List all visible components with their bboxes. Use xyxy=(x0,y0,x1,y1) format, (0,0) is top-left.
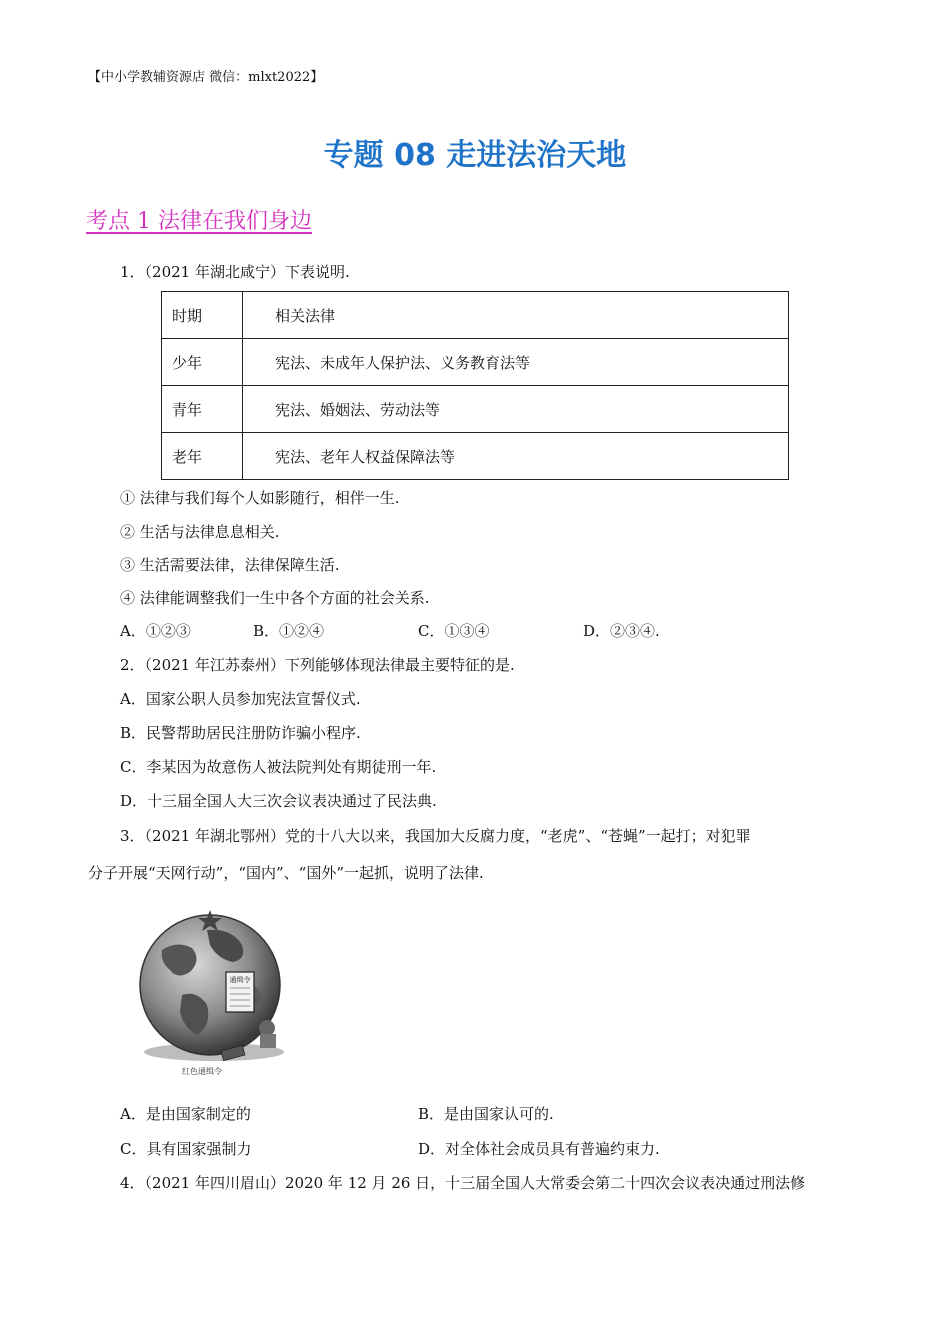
table-cell: 宪法、婚姻法、劳动法等 xyxy=(243,386,789,433)
q1-item: ① 法律与我们每个人如影随行，相伴一生. xyxy=(120,489,400,507)
wanted-sign-text: 通缉令 xyxy=(229,976,251,984)
globe-icon xyxy=(122,900,302,1080)
table-row xyxy=(162,339,789,386)
q1-option-d: D．②③④. xyxy=(583,622,660,640)
image-caption: 红色通缉令 xyxy=(182,1067,222,1076)
q1-item: ③ 生活需要法律，法律保障生活. xyxy=(120,556,340,574)
q2-stem: 2．（2021 年江苏泰州）下列能够体现法律最主要特征的是. xyxy=(120,656,515,674)
q3-option-d: D．对全体社会成员具有普遍约束力. xyxy=(418,1140,660,1158)
table-cell: 宪法、老年人权益保障法等 xyxy=(243,433,789,480)
q3-option-c: C．具有国家强制力 xyxy=(120,1140,252,1158)
table-header-cell: 相关法律 xyxy=(243,292,789,339)
globe-illustration xyxy=(122,900,302,1080)
q2-option-a: A．国家公职人员参加宪法宣誓仪式. xyxy=(120,690,361,708)
q4-stem-line1: 4．（2021 年四川眉山）2020 年 12 月 26 日，十三届全国人大常委会第二十四次会议表决通过刑法修 xyxy=(120,1174,806,1192)
q3-option-a: A．是由国家制定的 xyxy=(120,1105,251,1123)
table-cell: 老年 xyxy=(162,433,243,480)
q1-stem: 1．（2021 年湖北咸宁）下表说明. xyxy=(120,263,350,281)
table-cell: 少年 xyxy=(162,339,243,386)
table-cell: 青年 xyxy=(162,386,243,433)
q2-option-c: C．李某因为故意伤人被法院判处有期徒刑一年. xyxy=(120,758,437,776)
q1-option-b: B．①②④ xyxy=(253,622,325,640)
table-cell: 宪法、未成年人保护法、义务教育法等 xyxy=(243,339,789,386)
table-header-cell: 时期 xyxy=(162,292,243,339)
q1-option-a: A．①②③ xyxy=(120,622,191,640)
table-row xyxy=(162,292,789,339)
q3-stem-line2: 分子开展“天网行动”，“国内”、“国外”一起抓，说明了法律. xyxy=(88,864,484,882)
table-row xyxy=(162,386,789,433)
section-heading: 考点 1 法律在我们身边 xyxy=(86,209,312,234)
q2-option-b: B．民警帮助居民注册防诈骗小程序. xyxy=(120,724,361,742)
header-note: 【中小学教辅资源店 微信：mlxt2022】 xyxy=(88,70,324,85)
law-table xyxy=(161,291,789,480)
q1-item: ② 生活与法律息息相关. xyxy=(120,523,280,541)
q3-option-b: B．是由国家认可的. xyxy=(418,1105,554,1123)
page-title: 专题 08 走进法治天地 xyxy=(323,138,627,173)
q2-option-d: D．十三届全国人大三次会议表决通过了民法典. xyxy=(120,792,437,810)
table-row xyxy=(162,433,789,480)
q1-option-c: C．①③④ xyxy=(418,622,490,640)
q1-item: ④ 法律能调整我们一生中各个方面的社会关系. xyxy=(120,589,430,607)
q3-stem-line1: 3．（2021 年湖北鄂州）党的十八大以来，我国加大反腐力度，“老虎”、“苍蝇”一起打；对犯罪 xyxy=(120,827,751,845)
